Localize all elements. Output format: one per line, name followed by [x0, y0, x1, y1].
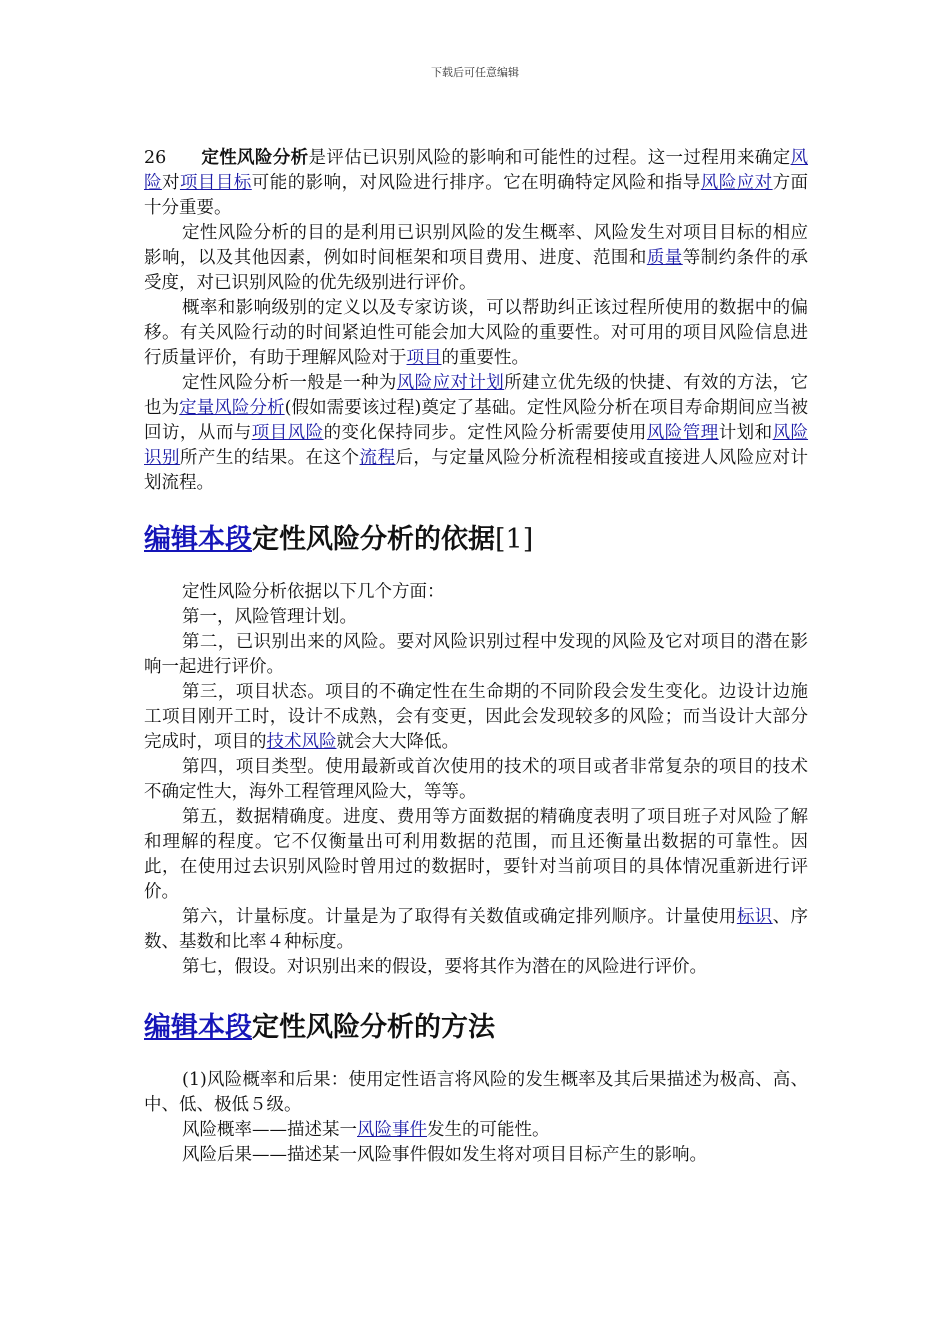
text-run: 定性风险分析一般是一种为 [182, 373, 397, 393]
method-probability [144, 1118, 808, 1143]
basis-item-2: 第二，已识别出来的风险。要对风险识别过程中发现的风险及它对项目的潜在影响一起进行评价。 [144, 632, 808, 677]
text-run: 是评估已识别风险的影响和可能性的过程。这一过程用来确定 [308, 148, 791, 168]
link-risk-management[interactable]: 风险管理 [646, 423, 719, 443]
link-quantitative-risk-analysis[interactable]: 定量风险分析 [179, 398, 285, 418]
section-heading-method [144, 1010, 808, 1046]
text-run: 计划和 [718, 423, 773, 443]
link-process[interactable]: 流程 [359, 448, 396, 468]
text-run: 等制约条件的承受度，对已识别风险的优先级别进行评价。 [144, 248, 809, 293]
section-title: 定性风险分析的方法 [252, 1012, 495, 1043]
basis-item-1: 第一，风险管理计划。 [182, 607, 357, 627]
link-quality[interactable]: 质量 [646, 248, 683, 268]
text-run: 定性风险分析的目的是利用已识别风险的发生概率、风险发生对项目目标的相应影响，以及其他因素，例如时间框架和项目费用、进度、范围和 [144, 223, 808, 268]
basis-item-3 [144, 680, 808, 755]
link-risk-event[interactable]: 风险事件 [357, 1120, 427, 1140]
text-run: 所产生的结果。在这个 [179, 448, 360, 468]
process-paragraph [144, 371, 808, 496]
section-title: 定性风险分析的依据 [252, 524, 495, 555]
method-consequence: 风险后果——描述某一风险事件假如发生将对项目目标产生的影响。 [182, 1145, 707, 1165]
text-run: 风险概率——描述某一 [182, 1120, 357, 1140]
section-heading-basis [144, 522, 808, 558]
definition-paragraph [144, 296, 808, 371]
text-run: 就会大大降低。 [336, 732, 459, 752]
text-run: 的重要性。 [441, 348, 529, 368]
paragraph-number: 26 [144, 148, 167, 168]
purpose-paragraph [144, 221, 808, 296]
page-header-note: 下载后可任意编辑 [431, 66, 519, 79]
link-risk-response-plan[interactable]: 风险应对计划 [396, 373, 505, 393]
text-run: 第六，计量标度。计量是为了取得有关数值或确定排列顺序。计量使用 [182, 907, 737, 927]
text-run: 发生的可能性。 [427, 1120, 550, 1140]
text-run: 、序数、基数和比率４种标度。 [144, 907, 809, 952]
link-risk-response[interactable]: 风险应对 [700, 173, 773, 193]
reference-marker: [1] [495, 524, 534, 555]
link-risk-identification[interactable]: 风险识别 [144, 423, 809, 468]
text-run: 对 [161, 173, 180, 193]
link-project-goal[interactable]: 项目目标 [179, 173, 252, 193]
link-identification[interactable]: 标识 [736, 907, 773, 927]
defined-term: 定性风险分析 [201, 148, 309, 168]
basis-item-7: 第七，假设。对识别出来的假设，要将其作为潜在的风险进行评价。 [182, 957, 707, 977]
text-run: 方面十分重要。 [144, 173, 809, 218]
text-run: 第三，项目状态。项目的不确定性在生命期的不同阶段会发生变化。边设计边施工项目刚开工时，设计不成熟，会有变更，因此会发现较多的风险；而当设计大部分完成时，项目的 [144, 682, 808, 752]
text-run: 所建立优先级的快捷、有效的方法，它也为 [144, 373, 809, 418]
basis-item-6 [144, 905, 808, 955]
text-run: (假如需要该过程)奠定了基础。定性风险分析在项目寿命期间应当被回访，从而与 [144, 398, 809, 443]
edit-section-link[interactable]: 编辑本段 [144, 1012, 252, 1043]
link-risk[interactable]: 风险 [144, 148, 809, 193]
link-project-risk[interactable]: 项目风险 [251, 423, 324, 443]
basis-item-5: 第五，数据精确度。进度、费用等方面数据的精确度表明了项目班子对风险了解和理解的程度。它不仅衡量出可利用数据的范围，而且还衡量出数据的可靠性。因此，在使用过去识别风险时曾用过的数据时，要针对当前项目的具体情况重新进行评价。 [144, 807, 808, 902]
text-run: 概率和影响级别的定义以及专家访谈，可以帮助纠正该过程所使用的数据中的偏移。有关风险行动的时间紧迫性可能会加大风险的重要性。对可用的项目风险信息进行质量评价，有助于理解风险对于 [144, 298, 808, 368]
text-run: 可能的影响，对风险进行排序。它在明确特定风险和指导 [251, 173, 701, 193]
text-run: 的变化保持同步。定性风险分析需要使用 [323, 423, 647, 443]
text-run: 后，与定量风险分析流程相接或直接进人风险应对计划流程。 [144, 448, 809, 493]
edit-section-link[interactable]: 编辑本段 [144, 524, 252, 555]
link-technical-risk[interactable]: 技术风险 [266, 732, 337, 752]
basis-intro: 定性风险分析依据以下几个方面： [182, 582, 445, 602]
intro-paragraph [144, 146, 808, 221]
link-project[interactable]: 项目 [406, 348, 442, 368]
method-item-1: (1)风险概率和后果：使用定性语言将风险的发生概率及其后果描述为极高、高、中、低、极低５级。 [144, 1070, 808, 1115]
basis-item-4: 第四，项目类型。使用最新或首次使用的技术的项目或者非常复杂的项目的技术不确定性大，海外工程管理风险大，等等。 [144, 757, 808, 802]
document-body [144, 146, 808, 1168]
